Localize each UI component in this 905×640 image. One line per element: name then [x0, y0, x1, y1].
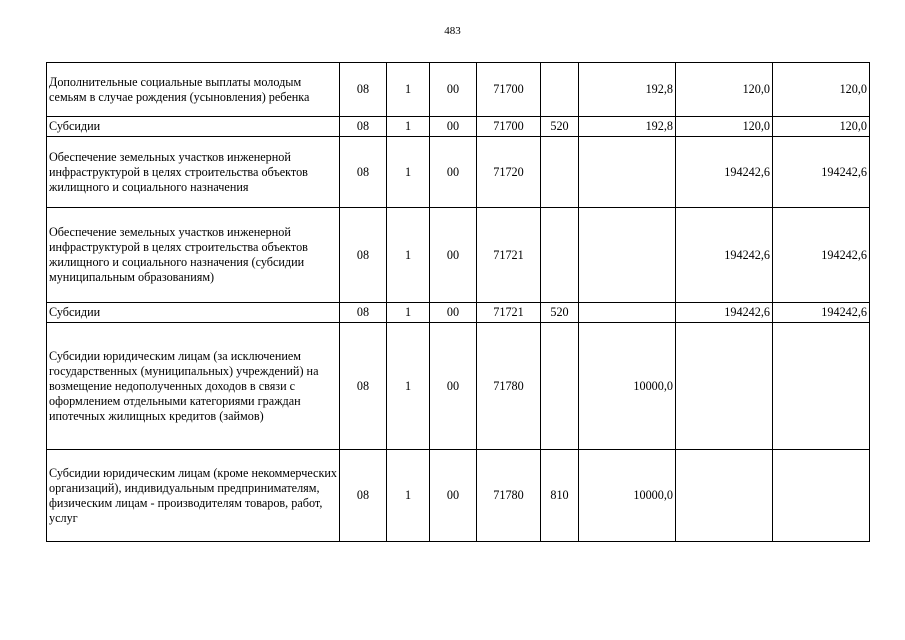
table-row: [47, 137, 870, 208]
cell-rz: 08: [340, 323, 387, 450]
cell-ps: 00: [430, 117, 477, 137]
cell-rz: 08: [340, 137, 387, 208]
cell-sum-1: [579, 303, 676, 323]
page-number: 483: [444, 25, 461, 37]
cell-vr: [541, 208, 579, 303]
cell-sum-1: [579, 137, 676, 208]
table-row: [47, 117, 870, 137]
cell-vr: [541, 137, 579, 208]
cell-rz: 08: [340, 63, 387, 117]
cell-sum-2: 120,0: [676, 117, 773, 137]
cell-ps: 00: [430, 323, 477, 450]
table-row: [47, 450, 870, 542]
cell-sum-3: [773, 450, 870, 542]
cell-sum-2: 120,0: [676, 63, 773, 117]
cell-pr: 1: [387, 117, 430, 137]
cell-sum-2: 194242,6: [676, 208, 773, 303]
cell-sum-3: 194242,6: [773, 303, 870, 323]
row-name: Обеспечение земельных участков инженерной инфраструктурой в целях строительства объектов жилищного и социального назначения: [47, 137, 340, 208]
cell-vr: 520: [541, 117, 579, 137]
table-row: [47, 323, 870, 450]
cell-ps: 00: [430, 303, 477, 323]
cell-rz: 08: [340, 208, 387, 303]
row-name: Обеспечение земельных участков инженерной инфраструктурой в целях строительства объектов жилищного и социального назначения (субсидии муниципальным образованиям): [47, 208, 340, 303]
cell-pr: 1: [387, 303, 430, 323]
cell-sum-2: [676, 323, 773, 450]
cell-sum-3: 194242,6: [773, 208, 870, 303]
cell-sum-2: 194242,6: [676, 137, 773, 208]
budget-table: [46, 62, 870, 542]
cell-pr: 1: [387, 450, 430, 542]
table-row: [47, 208, 870, 303]
cell-cs: 71721: [477, 208, 541, 303]
cell-sum-3: [773, 323, 870, 450]
cell-pr: 1: [387, 323, 430, 450]
cell-rz: 08: [340, 450, 387, 542]
cell-ps: 00: [430, 137, 477, 208]
row-name: Субсидии юридическим лицам (кроме некоммерческих организаций), индивидуальным предпринимателям, физическим лицам - производителям товаров, работ, услуг: [47, 450, 340, 542]
cell-ps: 00: [430, 208, 477, 303]
cell-cs: 71721: [477, 303, 541, 323]
cell-sum-1: [579, 208, 676, 303]
cell-ps: 00: [430, 63, 477, 117]
cell-sum-3: 120,0: [773, 117, 870, 137]
table-row: [47, 63, 870, 117]
cell-pr: 1: [387, 137, 430, 208]
cell-cs: 71780: [477, 450, 541, 542]
cell-rz: 08: [340, 303, 387, 323]
cell-sum-2: 194242,6: [676, 303, 773, 323]
cell-cs: 71700: [477, 63, 541, 117]
row-name: Субсидии юридическим лицам (за исключением государственных (муниципальных) учреждений) на возмещение недополученных доходов в связи с оформлением отдельными категориями граждан ипотечных жилищных кредитов (займов): [47, 323, 340, 450]
cell-sum-1: 192,8: [579, 63, 676, 117]
row-name: Субсидии: [47, 117, 340, 137]
row-name: Субсидии: [47, 303, 340, 323]
cell-sum-2: [676, 450, 773, 542]
cell-cs: 71720: [477, 137, 541, 208]
cell-sum-3: 194242,6: [773, 137, 870, 208]
table-row: [47, 303, 870, 323]
cell-pr: 1: [387, 208, 430, 303]
cell-vr: [541, 323, 579, 450]
cell-vr: 520: [541, 303, 579, 323]
cell-vr: 810: [541, 450, 579, 542]
cell-cs: 71780: [477, 323, 541, 450]
cell-sum-3: 120,0: [773, 63, 870, 117]
cell-ps: 00: [430, 450, 477, 542]
cell-sum-1: 10000,0: [579, 450, 676, 542]
cell-sum-1: 10000,0: [579, 323, 676, 450]
cell-rz: 08: [340, 117, 387, 137]
cell-pr: 1: [387, 63, 430, 117]
cell-sum-1: 192,8: [579, 117, 676, 137]
row-name: Дополнительные социальные выплаты молодым семьям в случае рождения (усыновления) ребенка: [47, 63, 340, 117]
cell-cs: 71700: [477, 117, 541, 137]
cell-vr: [541, 63, 579, 117]
